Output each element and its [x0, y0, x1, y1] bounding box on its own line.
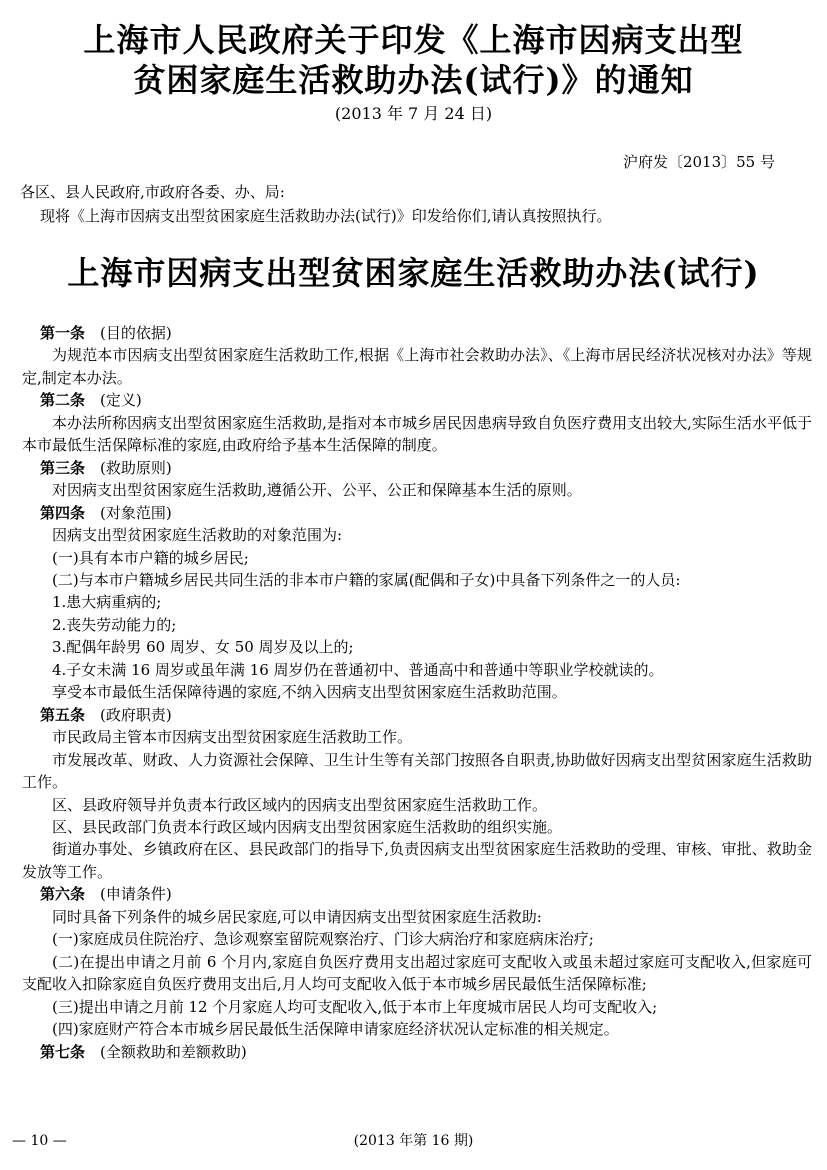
article-paragraph: 为规范本市因病支出型贫困家庭生活救助工作,根据《上海市社会救助办法》、《上海市居民经济状况核对办法》等规定,制定本办法。 [22, 346, 812, 387]
article-paragraph: (一)具有本市户籍的城乡居民; [52, 548, 249, 567]
article-heading [22, 1041, 812, 1063]
article-paragraph: 2.丧失劳动能力的; [52, 615, 177, 634]
article-paragraph: 街道办事处、乡镇政府在区、县民政部门的指导下,负责因病支出型贫困家庭生活救助的受理、审核、审批、救助金发放等工作。 [22, 840, 812, 881]
articles-body [22, 322, 812, 1063]
article-paragraph: 3.配偶年龄男 60 周岁、女 50 周岁及以上的; [52, 638, 354, 657]
article-paragraph: 对因病支出型贫困家庭生活救助,遵循公开、公平、公正和保障基本生活的原则。 [52, 481, 582, 500]
article-number: 第一条 [40, 324, 86, 342]
article-number: 第五条 [40, 705, 86, 724]
article-title: (申请条件) [100, 885, 172, 904]
article-paragraph: 同时具备下列条件的城乡居民家庭,可以申请因病支出型贫困家庭生活救助: [52, 907, 542, 926]
issue-number: (2013 年第 16 期) [353, 1133, 474, 1149]
addressee: 各区、县人民政府,市政府各委、办、局: [20, 183, 285, 201]
measures-title: 上海市因病支出型贫困家庭生活救助办法(试行) [67, 254, 760, 292]
forward-text: 现将《上海市因病支出型贫困家庭生活救助办法(试行)》印发给你们,请认真按照执行。 [40, 207, 612, 225]
article-paragraph: (一)家庭成员住院治疗、急诊观察室留院观察治疗、门诊大病治疗和家庭病床治疗; [52, 930, 594, 949]
article-title: (定义) [100, 391, 142, 410]
article-paragraph: 4.子女未满 16 周岁或虽年满 16 周岁仍在普通初中、普通高中和普通中等职业学校就读的。 [52, 660, 664, 679]
document-number: 沪府发〔2013〕55 号 [622, 153, 775, 171]
article-heading [22, 457, 812, 479]
article-paragraph: 享受本市最低生活保障待遇的家庭,不纳入因病支出型贫困家庭生活救助范围。 [52, 683, 567, 702]
article-paragraph: 因病支出型贫困家庭生活救助的对象范围为: [52, 526, 343, 545]
article-number: 第二条 [40, 391, 86, 410]
notice-title [0, 20, 827, 100]
article-number: 第三条 [40, 458, 86, 477]
article-number: 第六条 [40, 885, 86, 904]
article-heading [22, 389, 812, 411]
page-number: — 10 — [12, 1133, 67, 1149]
article-paragraph: 区、县民政部门负责本行政区域内因病支出型贫困家庭生活救助的组织实施。 [52, 817, 563, 836]
article-heading [22, 502, 812, 524]
article-paragraph: 市民政局主管本市因病支出型贫困家庭生活救助工作。 [52, 728, 413, 747]
article-title: (救助原则) [100, 458, 172, 477]
notice-title-line-2: 贫困家庭生活救助办法(试行)》的通知 [133, 61, 694, 99]
article-heading [22, 704, 812, 726]
notice-date: (2013 年 7 月 24 日) [334, 104, 493, 123]
article-paragraph: 本办法所称因病支出型贫困家庭生活救助,是指对本市城乡居民因患病导致自负医疗费用支出较大,实际生活水平低于本市最低生活保障标准的家庭,由政府给予基本生活保障的制度。 [22, 413, 812, 455]
article-heading [22, 883, 812, 905]
article-paragraph: (三)提出申请之月前 12 个月家庭人均可支配收入,低于本市上年度城市居民人均可支配收入; [52, 997, 658, 1016]
article-paragraph: 市发展改革、财政、人力资源社会保障、卫生计生等有关部门按照各自职责,协助做好因病支出型贫困家庭生活救助工作。 [22, 750, 812, 792]
notice-title-line-1: 上海市人民政府关于印发《上海市因病支出型 [83, 21, 744, 59]
article-paragraph: (二)在提出申请之月前 6 个月内,家庭自负医疗费用支出超过家庭可支配收入或虽未超过家庭可支配收入,但家庭可支配收入扣除家庭自负医疗费用支出后,月人均可支配收入低于本市城乡居民最低生活保障标准; [22, 952, 812, 994]
article-heading [22, 322, 812, 344]
article-paragraph: 1.患大病重病的; [52, 593, 162, 612]
article-title: (政府职责) [100, 705, 172, 724]
article-title: (目的依据) [100, 324, 172, 342]
article-title: (全额救助和差额救助) [100, 1042, 247, 1061]
article-paragraph: (二)与本市户籍城乡居民共同生活的非本市户籍的家属(配偶和子女)中具备下列条件之一的人员: [52, 570, 681, 589]
article-paragraph: (四)家庭财产符合本市城乡居民最低生活保障申请家庭经济状况认定标准的相关规定。 [52, 1020, 619, 1039]
article-number: 第七条 [40, 1042, 86, 1061]
article-title: (对象范围) [100, 503, 172, 522]
article-paragraph: 区、县政府领导并负责本行政区域内的因病支出型贫困家庭生活救助工作。 [52, 795, 548, 814]
article-number: 第四条 [40, 503, 86, 522]
